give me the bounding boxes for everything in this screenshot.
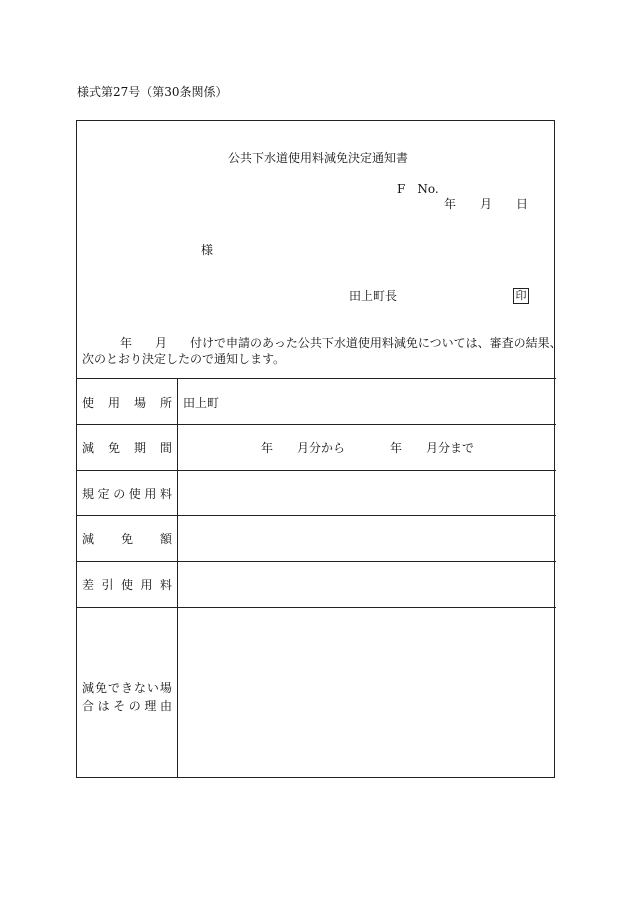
location-label: 使 用 場 所 [82, 396, 172, 410]
body-text-line1: 付けで申請のあった公共下水道使用料減免については、審査の結果、 [190, 336, 562, 350]
column-divider [177, 378, 178, 778]
reason-label: 減 免 で き な い 場 合 は そ の 理 由 [82, 681, 172, 713]
reduction-amount-label: 減 免 額 [82, 532, 172, 546]
body-month: 月 [155, 336, 168, 350]
body-year: 年 [120, 336, 133, 350]
row-divider [76, 561, 556, 562]
seal-mark: 印 [513, 288, 529, 304]
net-fee-label: 差 引 使 用 料 [82, 578, 172, 592]
date-month: 月 [480, 197, 493, 211]
row-divider [76, 607, 556, 608]
form-number: 様式第27号（第30条関係） [77, 85, 228, 99]
body-text-line2: 次のとおり決定したので通知します。 [82, 352, 286, 366]
row-divider [76, 424, 556, 425]
date-year: 年 [444, 197, 457, 211]
period-to: 年 月分まで [390, 441, 475, 455]
document-title: 公共下水道使用料減免決定通知書 [228, 151, 409, 165]
date-day: 日 [516, 197, 529, 211]
period-label: 減 免 期 間 [82, 441, 172, 455]
regular-fee-label: 規 定 の 使 用 料 [82, 487, 172, 501]
period-from: 年 月分から [261, 441, 346, 455]
row-divider [76, 470, 556, 471]
addressee-suffix: 様 [201, 243, 214, 257]
location-value: 田上町 [183, 396, 220, 410]
row-divider [76, 515, 556, 516]
issuer-name: 田上町長 [349, 289, 398, 303]
table-top-line [76, 378, 556, 379]
document-number-label: F No. [397, 182, 439, 196]
